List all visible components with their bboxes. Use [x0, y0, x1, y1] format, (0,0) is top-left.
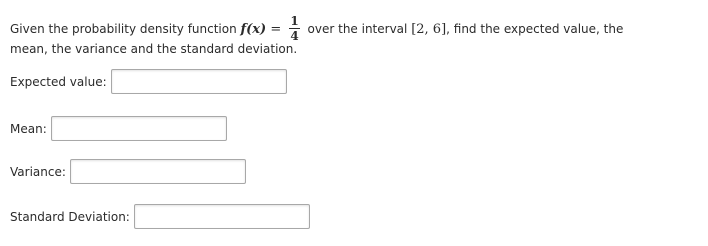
- question-middle: over the interval: [303, 22, 412, 36]
- question-intro: Given the probability density function: [10, 22, 241, 36]
- mean-row: [10, 116, 227, 141]
- variance-input[interactable]: [70, 159, 246, 184]
- variance-row: [10, 159, 246, 184]
- question-line-1: [10, 16, 623, 43]
- fraction: [289, 15, 299, 42]
- standard-deviation-input[interactable]: [134, 204, 310, 229]
- expected-value-input[interactable]: [111, 69, 287, 94]
- equals-sign: =: [266, 22, 286, 37]
- mean-input[interactable]: [51, 116, 227, 141]
- function-expression: f(x): [240, 22, 267, 37]
- question-after-interval: , find the expected value, the: [446, 22, 624, 36]
- expected-value-label: Expected value:: [10, 74, 107, 89]
- expected-value-row: [10, 69, 287, 94]
- standard-deviation-row: [10, 204, 310, 229]
- question-line-2: mean, the variance and the standard deviation.: [10, 42, 298, 56]
- variance-label: Variance:: [10, 164, 66, 179]
- fraction-denominator: 4: [290, 29, 299, 43]
- fraction-numerator: 1: [290, 14, 299, 28]
- standard-deviation-label: Standard Deviation:: [10, 209, 130, 224]
- mean-label: Mean:: [10, 121, 47, 136]
- interval: [2, 6]: [411, 22, 447, 37]
